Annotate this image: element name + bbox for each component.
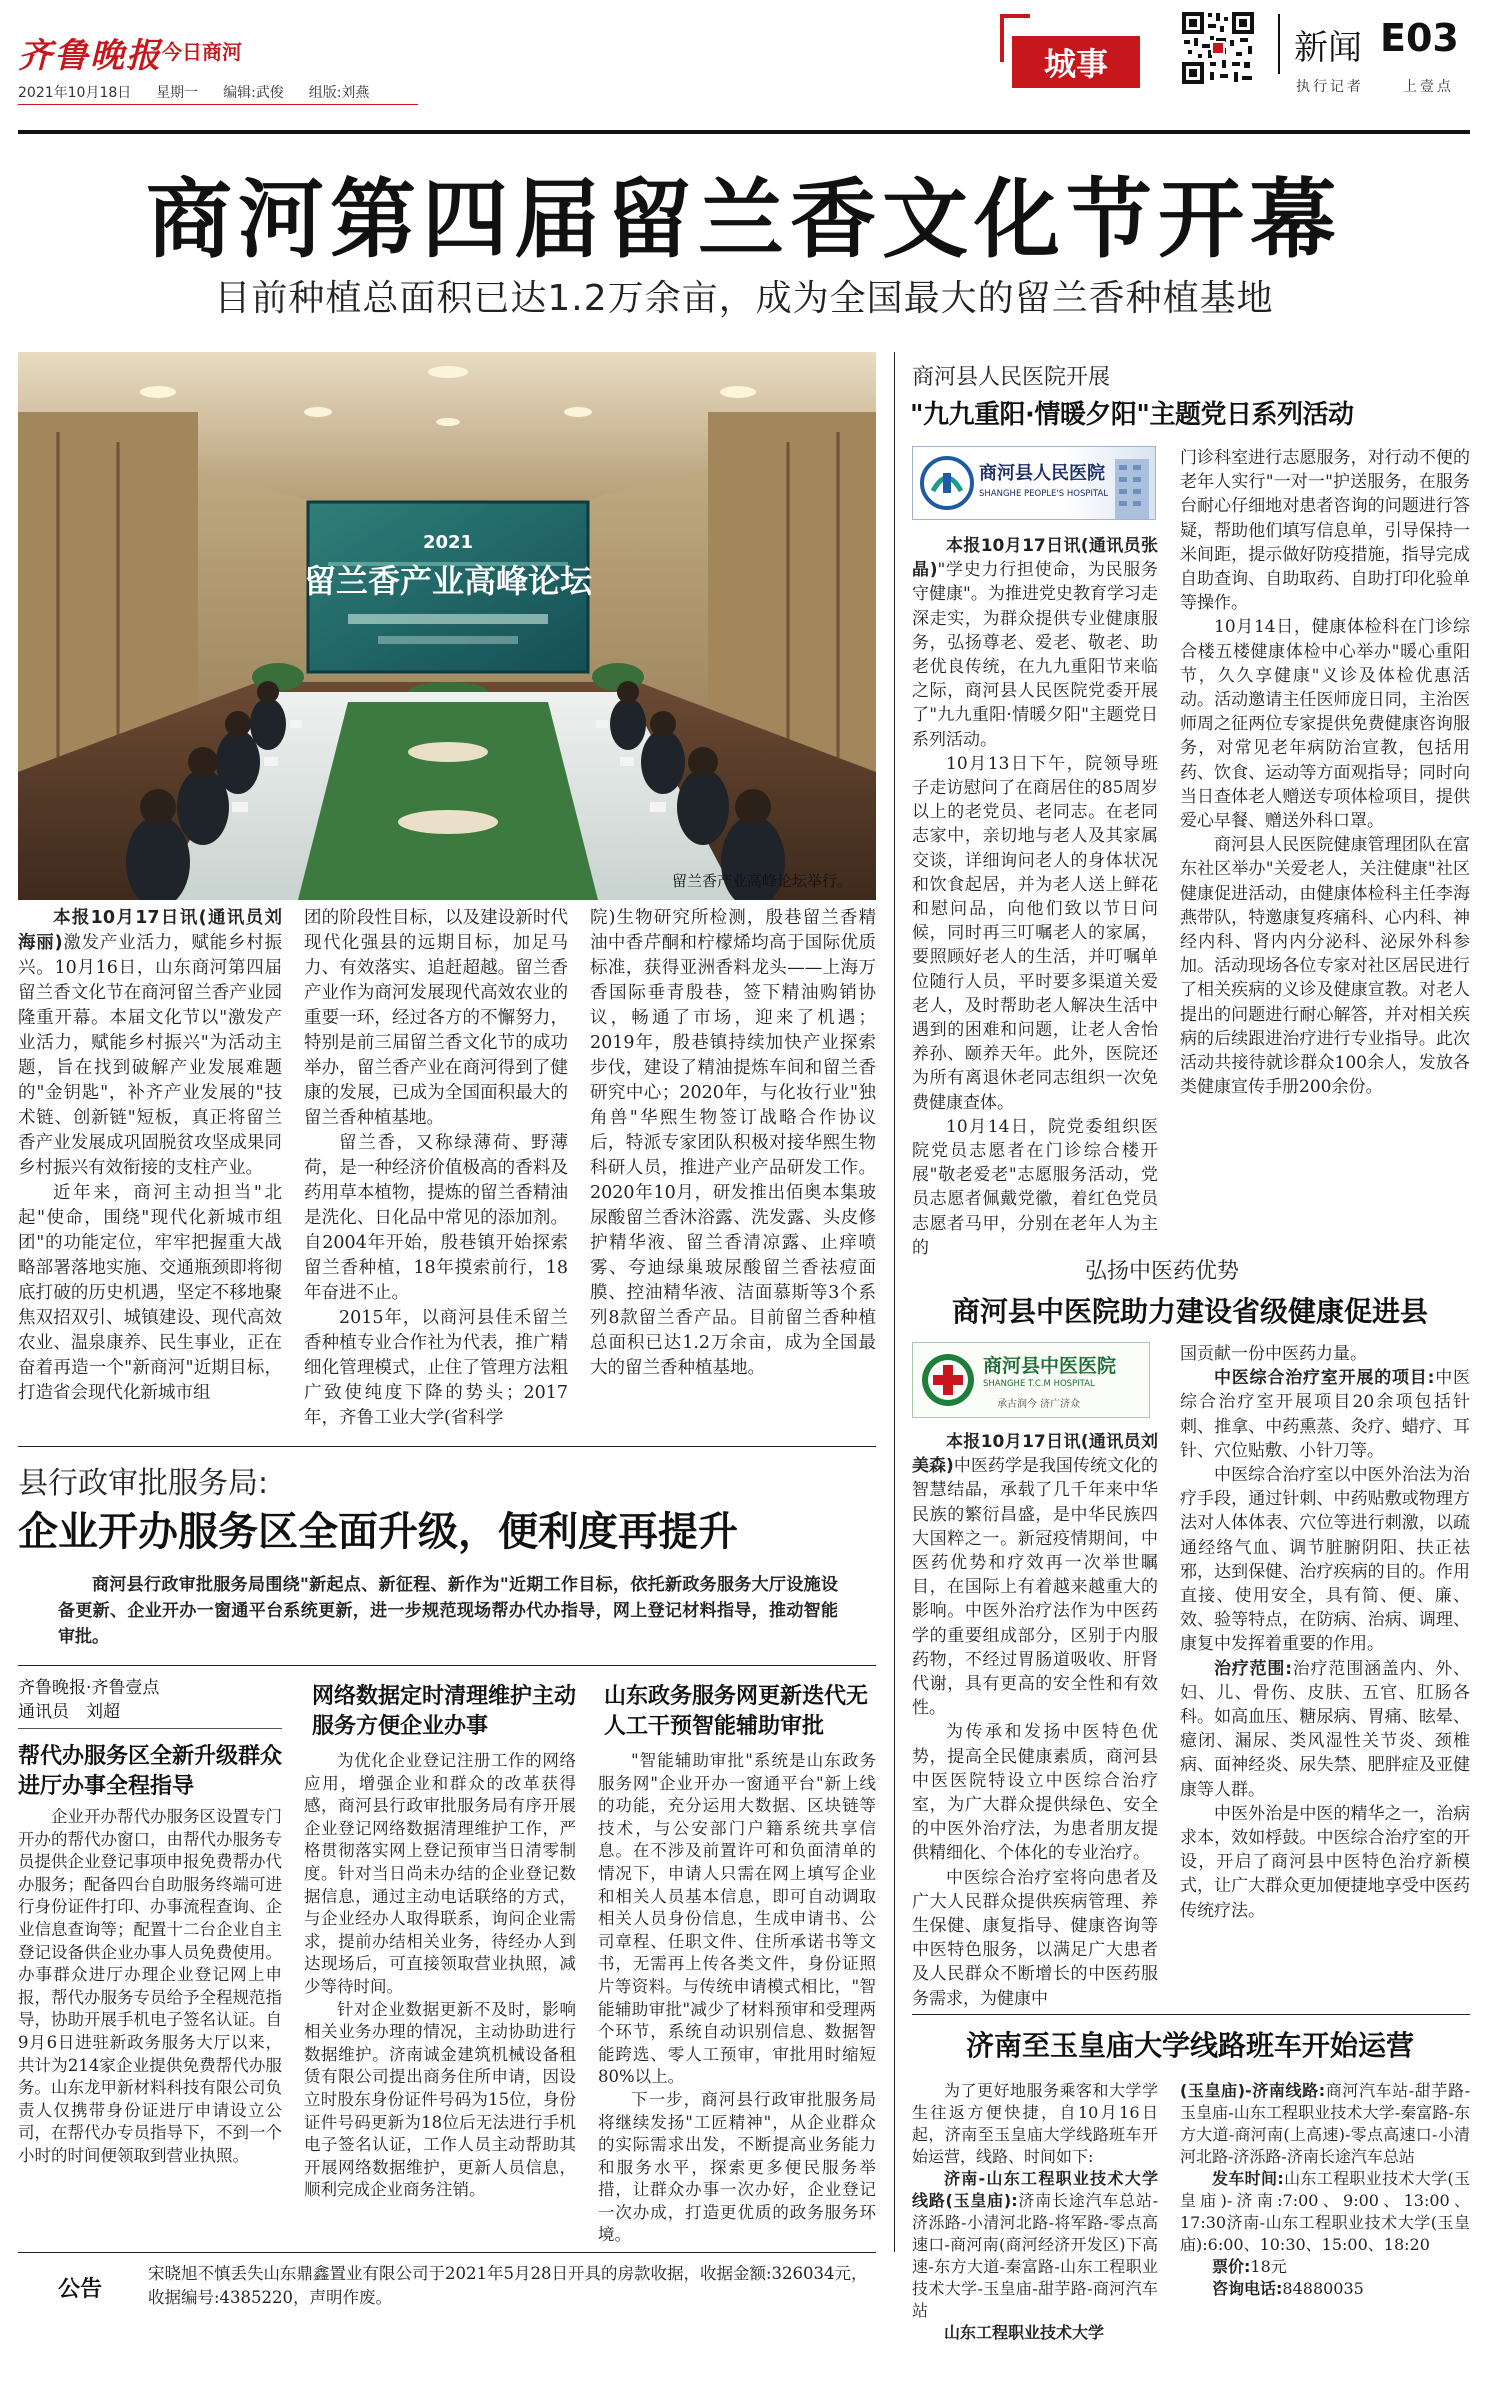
bus-paragraph: 发车时间:山东工程职业技术大学(玉皇庙)-济南:7:00、9:00、13:00、17:30济南-山东工程职业技术大学(玉皇庙):6:00、10:30、15:00、18:20 <box>1180 2169 1471 2254</box>
masthead <box>0 0 1488 135</box>
lead-column-2 <box>304 906 568 1431</box>
approval-intro-rule <box>18 1665 876 1666</box>
approval-column-3 <box>598 1750 876 2247</box>
approval-title: 企业开办服务区全面升级，便利度再提升 <box>18 1509 738 1555</box>
hospital-paragraph: 10月14日，院党委组织医院党员志愿者在门诊综合楼开展"敬老爱老"志愿服务活动，党员志愿者佩戴党徽，着红色党员志愿者马甲，分别在老年人为主的 <box>912 1116 1158 1258</box>
bus-title: 济南至玉皇庙大学线路班车开始运营 <box>965 2029 1414 2062</box>
bus-paragraph <box>912 2322 1158 2344</box>
tcm-logo <box>912 1342 1150 1418</box>
approval-paragraph: 针对企业数据更新不及时，影响相关业务办理的情况，主动协助进行数据维护。济南诚金建筑机械设备租赁有限公司提出商务住所申请，因设立时股东身份证件号码为15位，身份证件号码更新为18位后无法进行手机电子签名认证，工作人员主动帮助其开展网络数据维护，更新人员信息，顺利完成企业商务注销。 <box>304 1999 576 2200</box>
hospital-logo-en: SHANGHE PEOPLE'S HOSPITAL <box>979 489 1109 499</box>
tcm-paragraph: 中医综合治疗室以中医外治法为治疗手段，通过针刺、中药贴敷或物理方法对人体体表、穴位等进行刺激，以疏通经络气血、调节脏腑阴阳、扶正祛邪，达到保健、治疗疾病的目的。作用直接、使用安全，具有简、便、廉、效、验等特点，在防病、治病、调理、康复中发挥着重要的作用。 <box>1180 1465 1470 1655</box>
approval-intro: 商河县行政审批服务局围绕"新起点、新征程、新作为"近期工作目标，依托新政务服务大厅设施设备更新、企业开办一窗通平台系统更新，进一步规范现场帮办代办指导，网上登记材料指导，推动智能审批。 <box>58 1575 838 1647</box>
lead-subtitle: 目前种植总面积已达1.2万余亩，成为全国最大的留兰香种植基地 <box>214 278 1274 319</box>
section-tag-frame <box>1000 14 1152 90</box>
section-tag-label: 城事 <box>1043 45 1108 83</box>
tcm-kicker: 弘扬中医药优势 <box>1085 1259 1240 1284</box>
approval-column-1 <box>18 1806 282 2168</box>
bus-paragraph <box>1180 2278 1470 2300</box>
byline-reporter: 通讯员 刘超 <box>18 1702 120 1722</box>
executive-reporter <box>1296 76 1454 96</box>
conference-room-illustration <box>18 352 876 900</box>
column-divider <box>894 352 895 2252</box>
hospital-logo-name: 商河县人民医院 <box>979 463 1105 484</box>
tcm-paragraph: 治疗范围:治疗范围涵盖内、外、妇、儿、骨伤、皮肤、五官、肛肠各科。如高血压、糖尿病、胃痛、眩晕、癔闭、漏尿、类风湿性关节炎、颈椎病、面神经炎、尿失禁、肥胖症及亚健康等人群。 <box>1180 1658 1470 1800</box>
tcm-paragraph: 中医外治是中医的精华之一，治病求本，效如桴鼓。中医综合治疗室的开设，开启了商河县中医特色治疗新模式，让广大群众更加便捷地享受中医药传统疗法。 <box>1180 1803 1470 1921</box>
tcm-logo-name: 商河县中医医院 <box>983 1355 1117 1377</box>
hospital-paragraph: 10月14日，健康体检科在门诊综合楼五楼健康体检中心举办"暖心重阳节，久久享健康"义诊及体检优惠活动。活动邀请主任医师庞日同，主治医师周之征两位专家提供免费健康咨询服务，对常见老年病防治宣教，包括用药、饮食、运动等方面观指导；同时向当日查体老人赠送专项体检项目，提供爱心早餐、赠送外科口罩。 <box>1180 617 1470 832</box>
qr-code-icon <box>1180 10 1256 86</box>
tcm-column-1 <box>912 1430 1158 2011</box>
approval-section-rule <box>18 1446 876 1447</box>
hospital-paragraph: 10月13日下午，院领导班子走访慰问了在商居住的85周岁以上的老党员、老同志。在老同志家中，亲切地与老人及其家属交谈，详细询问老人的身体状况和饮食起居，并为老人送上鲜花和慰问品，向他们致以节日问候，同时再三叮嘱老人的家属，要照顾好老人的生活，并叮嘱单位随行人员，平时要多渠道关爱老人，及时帮助老人解决生活中遇到的困难和问题，让老人舍怡养孙、颐养天年。此外，医院还为所有离退休老同志组织一次免费健康查体。 <box>912 753 1158 1113</box>
bus-time-label: 发车时间: <box>1212 2169 1284 2188</box>
notice-text: 宋晓旭不慎丢失山东鼎鑫置业有限公司于2021年5月28日开具的房款收据，收据金额:326034元，收据编号:4385220，声明作废。 <box>148 2264 868 2307</box>
tcm-paragraph: 本报10月17日讯(通讯员刘美森)中医药学是我国传统文化的智慧结晶，承载了几千年来中华民族的繁衍昌盛，是中华民族四大国粹之一。新冠疫情期间，中医药优势和疗效再一次举世瞩目，在国际上有着越来越重大的影响。中医外治疗法作为中医药学的重要组成部分，区别于内服药物，不经过胃肠道吸收、肝肾代谢，具有更高的安全性和有效性。 <box>912 1432 1158 1719</box>
masthead-rule <box>18 130 1470 134</box>
approval-kicker: 县行政审批服务局: <box>18 1466 269 1501</box>
bus-route-label: 济南-山东工程职业技术大学线路(玉皇庙): <box>912 2169 1158 2210</box>
bus-paragraph <box>1180 2256 1470 2278</box>
tcm-column-2 <box>1180 1342 1470 1923</box>
tcm-paragraph: 为传承和发扬中医特色优势，提高全民健康素质，商河县中医医院特设立中医综合治疗室，为广大群众提供绿色、安全的中医外治疗法，为患者朋友提供精细化、个体化的专业治疗。 <box>912 1722 1158 1864</box>
bus-paragraph: 济南-山东工程职业技术大学线路(玉皇庙):济南长途汽车总站-济泺路-小清河北路-将军路-零点高速口-商河南(商河经济开发区)下高速-东方大道-秦富路-山东工程职业技术大学-玉皇庙-甜芋路-商河汽车站 <box>912 2169 1158 2320</box>
issue-weekday: 星期一 <box>156 85 199 101</box>
tcm-emblem-icon <box>919 1351 977 1409</box>
lead-column-3 <box>590 906 876 1381</box>
lead-paragraph: 团的阶段性目标，以及建设新时代现代化强县的远期目标，加足马力、有效落实、追赶超越。留兰香产业作为商河发展现代高效农业的重要一环，经过各方的不懈努力，特别是前三届留兰香文化节的成功举办，留兰香产业在商河得到了健康的发展，已成为全国面积最大的留兰香种植基地。 <box>304 908 568 1128</box>
bus-paragraph: (玉皇庙)-济南线路:商河汽车站-甜芋路-玉皇庙-山东工程职业技术大学-秦富路-东方大道-商河南(上高速)-零点高速口-小清河北路-济泺路-济南长途汽车总站 <box>1180 2081 1470 2166</box>
section-tag <box>1012 36 1140 88</box>
lead-paragraph: 本报10月17日讯(通讯员刘海丽)激发产业活力，赋能乡村振兴。10月16日，山东商河第四届留兰香文化节在商河留兰香产业园隆重开幕。本届文化节以"激发产业活力，赋能乡村振兴"为活动主题，旨在找到破解产业发展难题的"金钥匙"，补齐产业发展的"技术链、创新链"短板，真正将留兰香产业发展成巩固脱贫攻坚成果同乡村振兴有效衔接的支柱产业。 <box>18 908 283 1178</box>
lead-paragraph: 2015年，以商河县佳禾留兰香种植专业合作社为代表，推广精细化管理模式，止住了管理方法粗广致使纯度下降的势头；2017年，齐鲁工业大学(省科学 <box>304 1308 568 1428</box>
bus-paragraph: 为了更好地服务乘客和大学学生往返方便快捷，自10月16日起，济南至玉皇庙大学线路班车开始运营，线路、时间如下: <box>912 2081 1158 2166</box>
section-name: 新闻 <box>1294 28 1362 68</box>
approval-paragraph: 为优化企业登记注册工作的网络应用，增强企业和群众的改革获得感，商河县行政审批服务局有序开展企业登记网络数据清理维护工作，严格贯彻落实网上登记预审当日清零制度。针对当日尚未办结的企业登记数据信息，通过主动电话联络的方式，与企业经办人取得联系，询问企业需求，提前办结相关业务，待经办人到达现场后，可直接领取营业执照，减少等待时间。 <box>304 1751 576 1996</box>
forum-photo <box>18 352 876 900</box>
lead-paragraph: 近年来，商河主动担当"北起"使命，围绕"现代化新城市组团"的功能定位，牢牢把握重大战略部署落地实施、交通瓶颈即将彻底打破的历史机遇，坚定不移地聚焦双招双引、城镇建设、现代高效农业、温泉康养、民生事业，正在奋着再造一个"新商河"近期目标，打造省会现代化新城市组 <box>18 1183 282 1403</box>
byline-rule <box>18 1728 282 1729</box>
tcm-logo-slogan: 承古润今 济广济众 <box>997 1399 1081 1410</box>
tcm-paragraph: 中医综合治疗室将向患者及广大人民群众提供疾病管理、养生保健、康复指导、健康咨询等中医特色服务，以满足广大患者及人民群众不断增长的中医药服务需求，为健康中 <box>912 1867 1158 2009</box>
issue-layout: 组版:刘燕 <box>308 85 370 101</box>
tcm-paragraph: 中医综合治疗室开展的项目:中医综合治疗室开展项目20余项包括针刺、推拿、中药熏蒸、灸疗、蜡疗、耳针、穴位贴敷、小针刀等。 <box>1180 1368 1470 1461</box>
bus-phone: 84880035 <box>1282 2279 1364 2298</box>
reporter-label: 执行记者 <box>1296 79 1364 95</box>
issue-date: 2021年10月18日 <box>18 85 132 101</box>
hospital-emblem-icon <box>919 455 975 511</box>
hospital-dateline: 本报10月17日讯(通讯员张晶) <box>912 536 1158 581</box>
hospital-column-2 <box>1180 446 1470 1099</box>
approval-paragraph: 下一步，商河县行政审批服务局将继续发扬"工匠精神"，从企业群众的实际需求出发，不断提高业务能力和服务水平，探索更多便民服务举措，让群众办事一次办好，企业登记一次办成，打造更优质的政务服务环境。 <box>598 2089 876 2245</box>
masthead-underline <box>18 104 418 105</box>
photo-banner-main: 留兰香产业高峰论坛 <box>303 562 593 600</box>
bus-fare: 18元 <box>1250 2257 1287 2276</box>
lead-paragraph: 院)生物研究所检测，殷巷留兰香精油中香芹酮和柠檬烯均高于国际优质标准，获得亚洲香料龙头——上海万香国际垂青殷巷，签下精油购销协议，畅通了市场，迎来了机遇；2019年，殷巷镇持续加快产业探索步伐，建设了精油提炼车间和留兰香研究中心；2020年，与化妆行业"独角兽"华熙生物签订战略合作协议后，特派专家团队积极对接华熙生物科研人员，推进产业产品研发工作。2020年10月，研发推出佰奥本集玻尿酸留兰香沐浴露、洗发露、头皮修护精华液、留兰香清凉露、止痒喷雾、夸迪绿巢玻尿酸留兰香祛痘面膜、控油精华液、洁面慕斯等3个系列8款留兰香产品。目前留兰香种植总面积已达1.2万余亩，成为全国最大的留兰香种植基地。 <box>590 908 876 1378</box>
lead-title: 商河第四届留兰香文化节开幕 <box>146 170 1342 270</box>
bus-column-1 <box>912 2080 1158 2344</box>
approval-column-2 <box>304 1750 576 2202</box>
hospital-paragraph: 门诊科室进行志愿服务，对行动不便的老年人实行"一对一"护送服务，在服务台耐心仔细地对患者咨询的问题进行答疑，帮助他们填写信息单，引导保持一米间距，提示做好防疫措施，指导完成自助查询、自助取药、自助打印化验单等操作。 <box>1180 448 1470 614</box>
edition-name: 今日商河 <box>162 40 242 64</box>
photo-banner-year: 2021 <box>422 532 474 553</box>
newspaper-logo: 齐鲁晚报 <box>18 36 162 76</box>
issue-info <box>18 82 369 102</box>
hospital-column-1 <box>912 534 1158 1260</box>
bus-column-2 <box>1180 2080 1470 2300</box>
approval-subhead-2: 网络数据定时清理维护主动服务方便企业办事 <box>312 1684 577 1739</box>
bus-route-label: (玉皇庙)-济南线路: <box>1180 2081 1326 2100</box>
bus-section-rule <box>912 2014 1470 2015</box>
hospital-paragraph: 商河县人民医院健康管理团队在富东社区举办"关爱老人，关注健康"社区健康促进活动，由健康体检科主任李海燕带队，特邀康复疼痛科、心内科、神经内科、肾内内分泌科、泌尿外科参加。活动现场各位专家对社区居民进行了相关疾病的义诊及健康宣教。对老人提出的问题进行耐心解答，并对相关疾病的后续跟进治疗进行专业指导。此次活动共接待就诊群众100余人，发放各类健康宣传手册200余份。 <box>1180 835 1470 1098</box>
approval-subhead-1: 帮代办服务区全新升级群众进厅办事全程指导 <box>18 1744 283 1799</box>
tcm-item-label: 治疗范围: <box>1214 1658 1292 1679</box>
hospital-title: "九九重阳·情暖夕阳"主题党日系列活动 <box>910 400 1354 430</box>
lead-paragraph: 留兰香，又称绿薄荷、野薄荷，是一种经济价值极高的香料及药用草本植物，提炼的留兰香精油是洗化、日化品中常见的添加剂。自2004年开始，殷巷镇开始探索留兰香种植，18年摸索前行，18年奋进不止。 <box>304 1133 568 1303</box>
bus-fare-label: 票价: <box>1212 2257 1251 2276</box>
approval-paragraph: 企业开办帮代办服务区设置专门开办的帮代办窗口，由帮代办服务专员提供企业登记事项申报免费帮办代办服务；配备四台自助服务终端可进行身份证件打印、办事流程查询、企业信息查询等；配置十二台企业自主登记设备供企业办事人员免费使用。办事群众进厅办理企业登记网上申报，帮代办服务专员给予全程规范指导，协助开展手机电子签名认证。自9月6日进驻新政务服务大厅以来，共计为214家企业提供免费帮代办服务。山东龙甲新材料科技有限公司负责人仅携带身份证进厅申请设立公司，在帮代办专员指导下，不到一个小时的时间便领取到营业执照。 <box>18 1807 282 2165</box>
tcm-dateline: 本报10月17日讯(通讯员刘美森) <box>912 1432 1158 1477</box>
tcm-logo-en: SHANGHE T.C.M HOSPITAL <box>983 1379 1095 1389</box>
approval-paragraph: "智能辅助审批"系统是山东政务服务网"企业开办一窗通平台"新上线的功能，充分运用大数据、区块链等技术，与公安部门户籍系统共享信息。在不涉及前置许可和负面清单的情况下，申请人只需在网上填写企业和相关人员基本信息，即可自动调取相关人员身份信息，生成申请书、公司章程、任职文件、住所承诺书等文书，无需再上传各类文件，身份证照片等资料。与传统申请模式相比，"智能辅助审批"减少了材料预审和受理两个环节，系统自动识别信息、数据智能跨选、零人工预审，审批用时缩短80%以上。 <box>598 1751 876 2087</box>
header-divider <box>1278 14 1280 74</box>
photo-caption: 留兰香产业高峰论坛举行。 <box>672 872 853 890</box>
byline-agency: 齐鲁晚报·齐鲁壹点 <box>18 1678 160 1698</box>
notice-rule <box>18 2252 876 2253</box>
approval-subhead-3: 山东政务服务网更新迭代无人工干预智能辅助审批 <box>604 1684 869 1739</box>
reporter-name: 上壹点 <box>1402 79 1454 95</box>
hospital-kicker: 商河县人民医院开展 <box>912 365 1111 390</box>
hospital-logo <box>912 446 1156 520</box>
issue-editor: 编辑:武俊 <box>223 85 284 101</box>
tcm-paragraph: 国贡献一份中医药力量。 <box>1180 1344 1367 1364</box>
bus-route-start: 山东工程职业技术大学 <box>944 2323 1105 2342</box>
hospital-building-icon <box>1109 449 1155 519</box>
bus-phone-label: 咨询电话: <box>1212 2279 1283 2298</box>
tcm-item-label: 中医综合治疗室开展的项目: <box>1214 1368 1435 1389</box>
approval-byline <box>18 1676 282 1724</box>
tcm-title: 商河县中医院助力建设省级健康促进县 <box>951 1295 1428 1328</box>
page-number: E03 <box>1380 16 1459 60</box>
notice-label: 公告 <box>58 2277 103 2302</box>
lead-column-1 <box>18 906 282 1406</box>
lead-dateline: 本报10月17日讯(通讯员刘海丽) <box>18 908 282 953</box>
hospital-paragraph: 本报10月17日讯(通讯员张晶)"学史力行担使命，为民服务守健康"。为推进党史教育学习走深走实，为群众提供专业健康服务，弘扬尊老、爱老、敬老、助老优良传统，在九九重阳节来临之际，商河县人民医院党委开展了"九九重阳·情暖夕阳"主题党日系列活动。 <box>912 536 1158 750</box>
